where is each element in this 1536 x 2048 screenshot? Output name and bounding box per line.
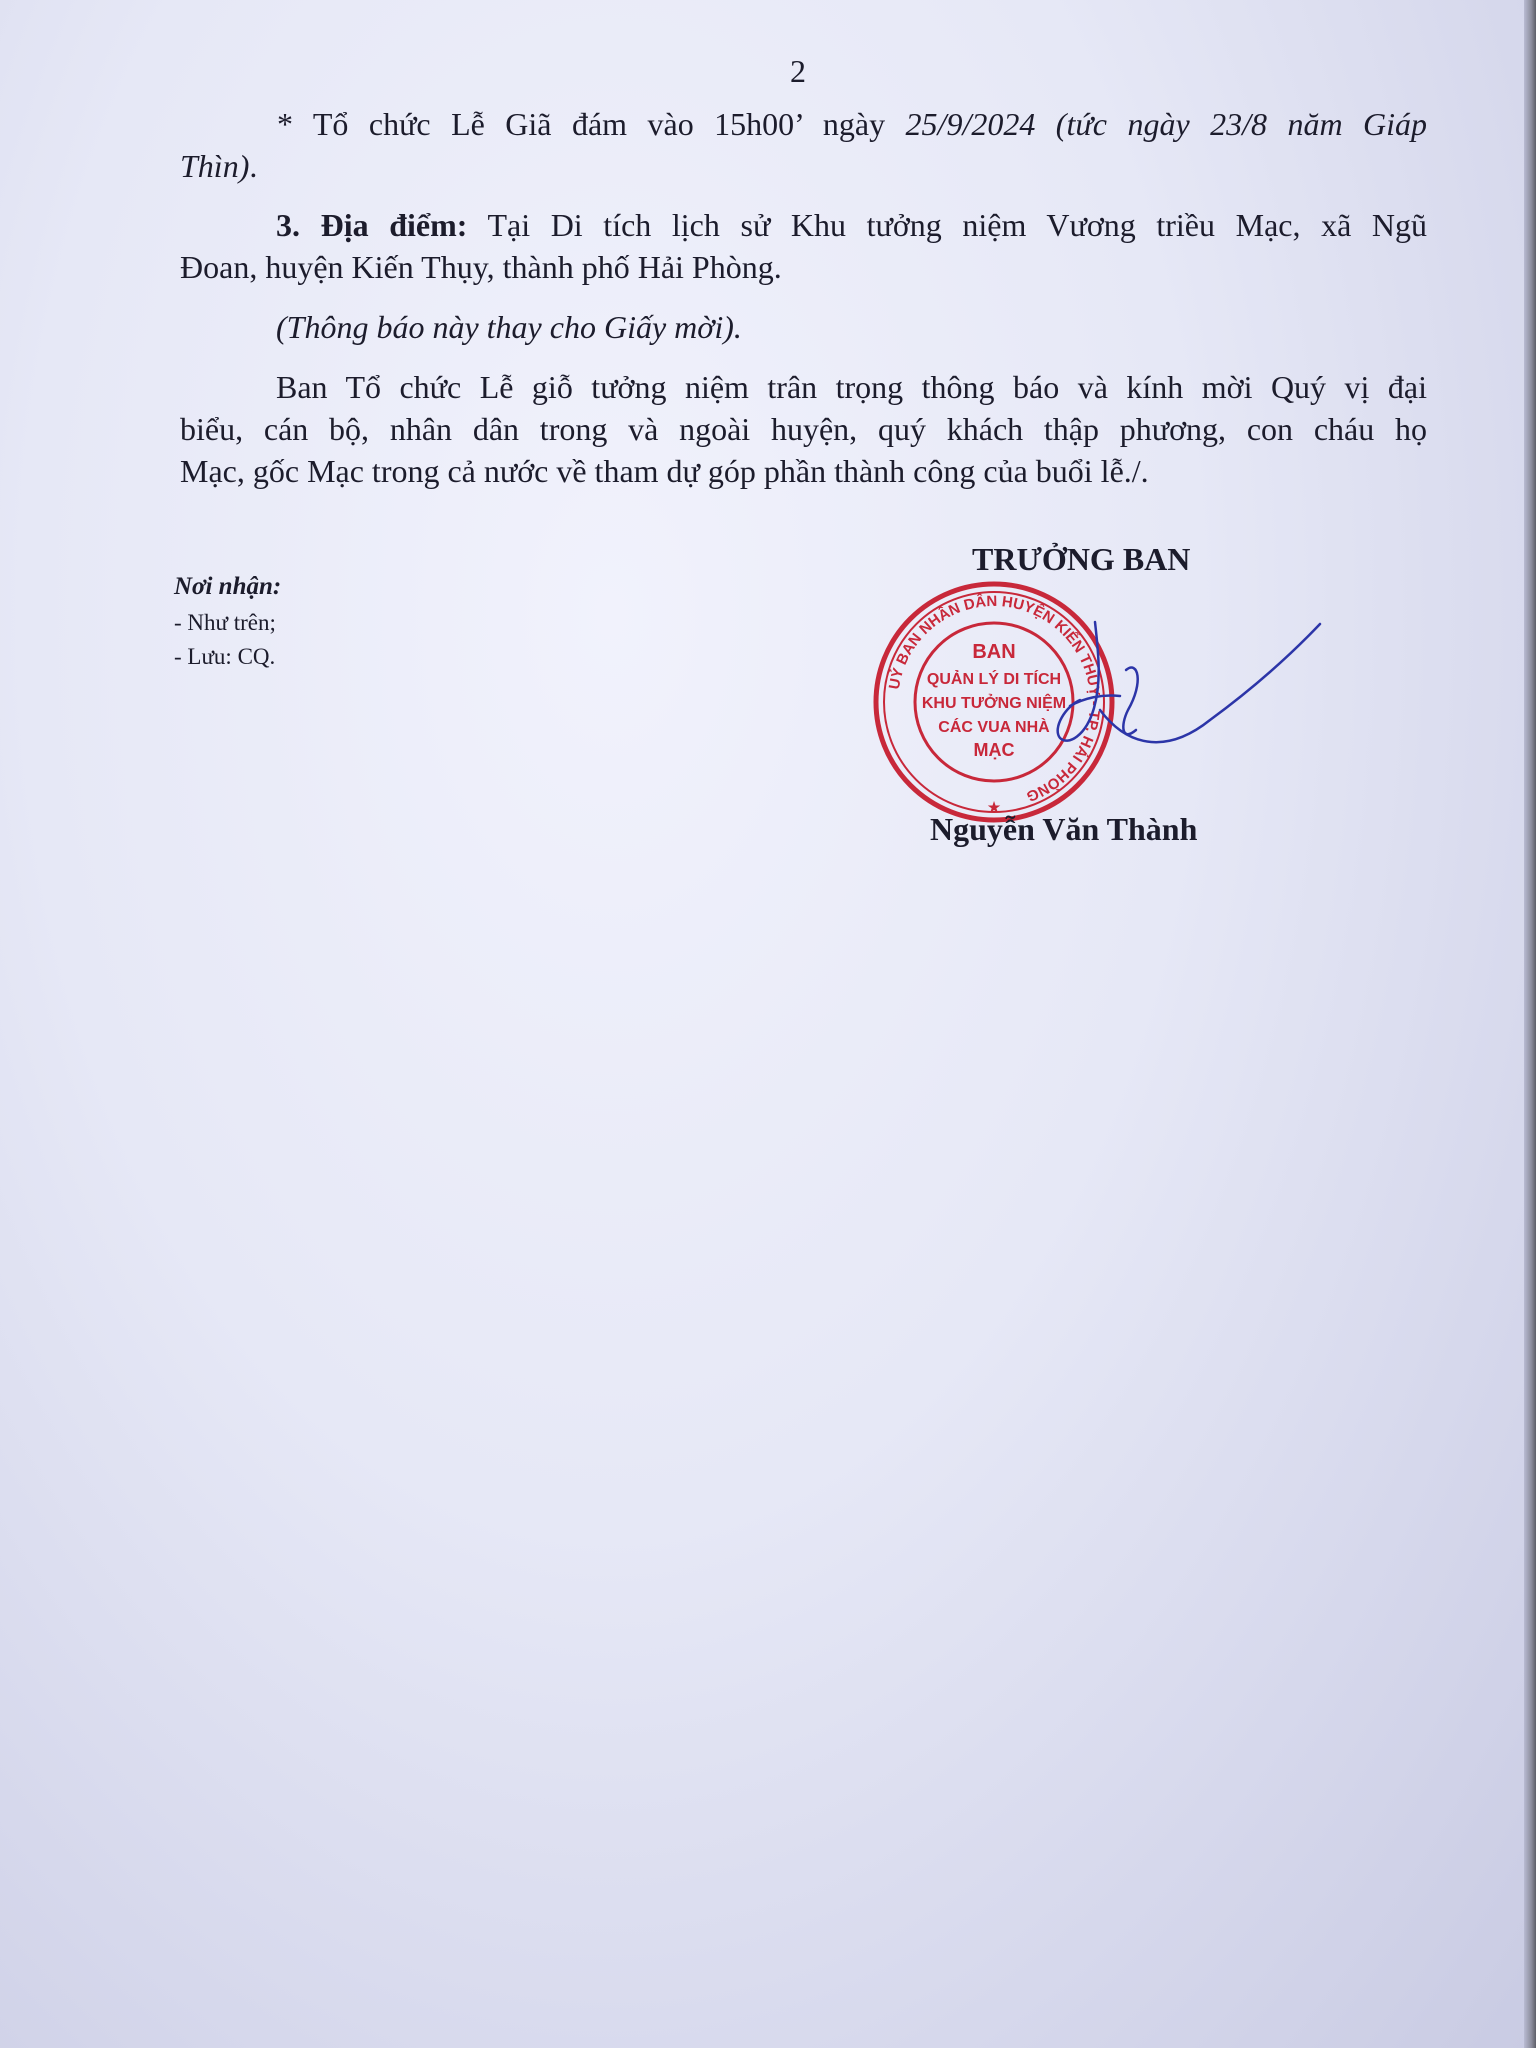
ceremony-line-1-prefix: * Tổ chức Lễ Giã đám vào 15h00’ ngày bbox=[277, 106, 906, 142]
notice-text: (Thông báo này thay cho Giấy mời). bbox=[276, 309, 742, 345]
location-line-1 bbox=[276, 204, 1427, 246]
seal-line: CÁC VUA NHÀ bbox=[938, 719, 1050, 736]
location-line-2: Đoan, huyện Kiến Thụy, thành phố Hải Phòng. bbox=[180, 249, 782, 285]
ceremony-line-2 bbox=[180, 145, 257, 187]
ceremony-line-2-end: . bbox=[249, 148, 258, 184]
location-text: Tại Di tích lịch sử Khu tưởng niệm Vương triều Mạc, xã Ngũ bbox=[487, 207, 1428, 243]
recipient-item: - Lưu: CQ. bbox=[174, 644, 276, 669]
ceremony-line-1 bbox=[180, 103, 1427, 145]
page-number: 2 bbox=[790, 53, 806, 89]
signature-title: TRƯỞNG BAN bbox=[972, 541, 1191, 577]
seal-line: QUẢN LÝ DI TÍCH bbox=[926, 671, 1062, 688]
recipients-title: Nơi nhận: bbox=[174, 573, 282, 600]
desk-edge bbox=[1524, 0, 1536, 2048]
seal-outer-text: UỶ BAN NHÂN DÂN HUYỆN KIẾN THUỴ - TP. HẢI PHÒNG bbox=[885, 592, 1104, 805]
closing-line-2: biểu, cán bộ, nhân dân trong và ngoài huyện, quý khách thập phương, con cháu họ bbox=[180, 411, 1427, 447]
recipient-item: - Như trên; bbox=[174, 610, 276, 635]
location-label: 3. Địa điểm: bbox=[276, 207, 468, 243]
closing-line-1: Ban Tổ chức Lễ giỗ tưởng niệm trân trọng thông báo và kính mời Quý vị đại bbox=[276, 369, 1427, 405]
seal-line: MẠC bbox=[973, 740, 1015, 760]
ceremony-date: 25/9/2024 (tức ngày 23/8 năm Giáp bbox=[905, 106, 1428, 142]
seal-line: BAN bbox=[972, 641, 1016, 663]
handwritten-signature bbox=[1040, 610, 1330, 770]
signer-name: Nguyễn Văn Thành bbox=[930, 811, 1198, 847]
seal-star: ★ bbox=[987, 799, 1001, 815]
closing-line-3: Mạc, gốc Mạc trong cả nước về tham dự góp phần thành công của buổi lễ./. bbox=[180, 453, 1149, 489]
seal-line: KHU TƯỞNG NIỆM bbox=[921, 695, 1067, 712]
ceremony-lunar-year: Thìn) bbox=[180, 148, 250, 184]
